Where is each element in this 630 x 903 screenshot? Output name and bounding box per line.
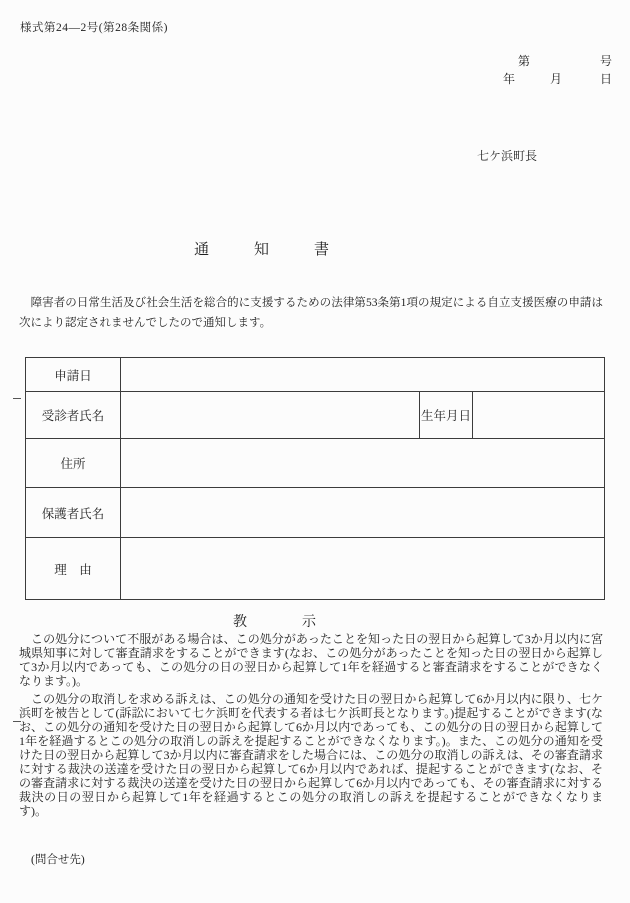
instruction-heading: 教 示 (233, 615, 325, 630)
date-month-label: 月 (549, 72, 562, 86)
address-value-cell (121, 439, 605, 488)
document-number-block (503, 52, 612, 88)
fold-mark-bottom (13, 721, 21, 722)
doc-number-prefix: 第 (517, 54, 530, 68)
table-row-patient-name (26, 392, 605, 439)
date-year-label: 年 (502, 72, 515, 86)
instruction-paragraph-1: この処分について不服がある場合は、この処分があったことを知った日の翌日から起算して3か月以内に宮城県知事に対して審査請求をすることができます(なお、この処分があったことを知った日の翌日から起算して3か月以内であっても、この処分の日の翌日から起算して1年を経過すると審査請求をすることができなくなります。)。 (19, 632, 603, 688)
guardian-name-value-cell (121, 488, 605, 538)
sender-title: 七ケ浜町長 (477, 149, 538, 163)
fold-mark-top (13, 398, 21, 399)
instruction-paragraph-2: この処分の取消しを求める訴えは、この処分の通知を受けた日の翌日から起算して6か月以内に限り、七ケ浜町を被告として(訴訟において七ケ浜町を代表する者は七ケ浜町長となります。)提起することができます(なお、この処分の通知を受けた日の翌日から起算して6か月以内であっても、この処分の日の翌日から起算して1年を経過するとこの処分の取消しの訴えを提起することができなくなります。)。また、この処分の通知を受けた日の翌日から起算して3か月以内に審査請求をした場合には、この処分の取消しの訴えは、その審査請求に対する裁決の送達を受けた日の翌日から起算して6か月以内であれば、提起することができます(なお、その審査請求に対する裁決の送達を受けた日の翌日から起算して6か月以内であっても、その審査請求に対する裁決の日の翌日から起算して1年を経過するとこの処分の取消しの訴えを提起することができなくなります)。 (19, 692, 603, 818)
instruction-body (19, 632, 603, 822)
document-number-line (503, 52, 612, 70)
address-label: 住所 (26, 439, 121, 488)
table-row-application-date (26, 358, 605, 392)
application-date-label: 申請日 (26, 358, 121, 392)
reason-value-cell (121, 538, 605, 600)
contact-label: (問合せ先) (31, 854, 85, 866)
application-date-value-cell (121, 358, 605, 392)
birth-date-value-cell (473, 392, 605, 439)
doc-number-suffix: 号 (599, 54, 612, 68)
application-table (25, 357, 605, 600)
table-row-guardian-name (26, 488, 605, 538)
table-row-address (26, 439, 605, 488)
guardian-name-label: 保護者氏名 (26, 488, 121, 538)
table-row-reason (26, 538, 605, 600)
patient-name-label: 受診者氏名 (26, 392, 121, 439)
patient-name-value-cell (121, 392, 420, 439)
form-number: 様式第24—2号(第28条関係) (20, 22, 168, 34)
document-title: 通 知 書 (194, 242, 335, 258)
intro-paragraph: 障害者の日常生活及び社会生活を総合的に支援するための法律第53条第1項の規定による自立支援医療の申請は次により認定されませんでしたので通知します。 (19, 297, 603, 329)
birth-date-label: 生年月日 (420, 392, 473, 439)
document-date-line (503, 70, 612, 88)
reason-label: 理 由 (26, 538, 121, 600)
date-day-label: 日 (599, 72, 612, 86)
